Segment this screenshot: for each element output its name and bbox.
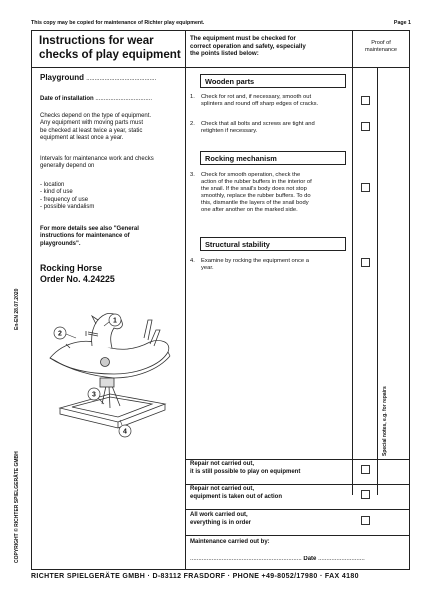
section-structural-stability: Structural stability xyxy=(200,237,346,251)
special-notes-label: Special notes, e.g. for repairs xyxy=(382,386,388,456)
item-line: year. xyxy=(201,265,214,271)
rocking-horse-illustration xyxy=(40,300,180,445)
playground-label: Playground xyxy=(40,73,85,82)
title-line-1: Instructions for wear xyxy=(39,34,154,47)
maintenance-by-label: Maintenance carried out by: xyxy=(190,539,270,545)
item-line: the snail. If the snail's body does not stop xyxy=(201,186,307,192)
para1-line: equipment at least once a year. xyxy=(40,134,124,141)
item-line: splinters and round off sharp edges of cracks. xyxy=(201,101,319,107)
date-dots: ............................ xyxy=(318,556,365,562)
status-line: everything is in order xyxy=(190,519,252,526)
item-number: 3. xyxy=(190,172,195,178)
installation-dots: .................................. xyxy=(95,96,153,102)
check-item-2 xyxy=(190,121,352,137)
check-item-1 xyxy=(190,94,352,110)
company-footer: RICHTER SPIELGERÄTE GMBH · D-83112 FRASDORF · PHONE +49-8052/17980 · FAX 4180 xyxy=(31,573,359,580)
check-line-1: The equipment must be checked for xyxy=(190,35,296,42)
para1-line: be checked at least twice a year, static xyxy=(40,127,143,134)
document-title xyxy=(39,34,181,62)
check-line-3: the points listed below: xyxy=(190,50,259,57)
checkbox-all-done[interactable] xyxy=(361,516,370,525)
para1-line: Checks depend on the type of equipment. xyxy=(40,113,152,119)
playground-field[interactable] xyxy=(40,73,156,82)
callout-4: 4 xyxy=(123,428,127,436)
copyright-note: COPYRIGHT © RICHTER SPIELGERÄTE GMBH xyxy=(14,451,20,563)
playground-dots: .......................................... xyxy=(86,76,157,82)
proof-of-maintenance-header xyxy=(352,40,410,54)
copy-notice-bar xyxy=(31,20,411,30)
checkbox-item-4[interactable] xyxy=(361,258,370,267)
factor-item: - frequency of use xyxy=(40,196,89,203)
item-line: this, dismantle the layers of the snail body xyxy=(201,200,309,206)
check-line-2: correct operation and safety, especially xyxy=(190,42,306,50)
status-line: Repair not carried out, xyxy=(190,461,255,467)
item-line: one after another on the marked side. xyxy=(201,207,298,213)
item-number: 1. xyxy=(190,94,195,100)
callout-2: 2 xyxy=(58,330,62,338)
item-number: 4. xyxy=(190,258,195,264)
more-line: instructions for maintenance of xyxy=(40,233,130,240)
page-number: Page 1 xyxy=(393,20,411,26)
product-name: Rocking Horse xyxy=(40,263,103,273)
installation-date-field[interactable] xyxy=(40,96,152,103)
maintenance-signature-line[interactable] xyxy=(190,556,406,563)
document-code: En-EN 28.07.2020 xyxy=(14,288,20,330)
status-all-done xyxy=(190,512,251,527)
checkbox-item-3[interactable] xyxy=(361,183,370,192)
check-item-4 xyxy=(190,258,352,274)
section-wooden-parts: Wooden parts xyxy=(200,74,346,88)
installation-label: Date of installation xyxy=(40,96,94,102)
item-line: Examine by rocking the equipment once a xyxy=(201,258,309,264)
factor-item: - possible vandalism xyxy=(40,203,95,210)
status-out-of-action xyxy=(190,486,282,501)
item-line: Check for smooth operation, check the xyxy=(201,172,301,178)
interval-factors-list xyxy=(40,182,94,211)
checkbox-item-1[interactable] xyxy=(361,96,370,105)
para1-line: Any equipment with moving parts must xyxy=(40,120,144,127)
factor-item: - location xyxy=(40,182,65,188)
item-number: 2. xyxy=(190,121,195,127)
item-line: retighten if necessary. xyxy=(201,128,258,134)
proof-line-2: maintenance xyxy=(364,47,398,53)
proof-line-1: Proof of xyxy=(371,40,391,46)
checkbox-out-of-action[interactable] xyxy=(361,490,370,499)
callout-1: 1 xyxy=(113,317,117,325)
more-details-note xyxy=(40,226,139,248)
status-line: Repair not carried out, xyxy=(190,486,255,492)
intervals-paragraph xyxy=(40,156,154,171)
factor-item: - kind of use xyxy=(40,189,73,196)
check-instruction xyxy=(190,35,306,58)
item-line: Check that all bolts and screws are tight and xyxy=(201,121,315,127)
check-frequency-paragraph xyxy=(40,113,151,142)
checkbox-item-2[interactable] xyxy=(361,122,370,131)
signature-dots: ................................................................... xyxy=(190,556,302,562)
more-line: playgrounds". xyxy=(40,240,81,247)
item-line: action of the rubber buffers in the interior of xyxy=(201,179,312,185)
status-line: All work carried out, xyxy=(190,512,248,518)
copy-notice: This copy may be copied for maintenance of Richter play equipment. xyxy=(31,20,205,26)
date-label: Date xyxy=(303,556,317,562)
item-line: Check for rot and, if necessary, smooth out xyxy=(201,94,312,100)
product-block xyxy=(40,263,115,284)
para2-line: Intervals for maintenance work and checks xyxy=(40,156,154,162)
status-play-possible xyxy=(190,461,300,476)
status-line: equipment is taken out of action xyxy=(190,493,283,500)
title-line-2: checks of play equipment xyxy=(39,48,181,61)
callout-3: 3 xyxy=(92,391,96,399)
checkbox-play-possible[interactable] xyxy=(361,465,370,474)
check-item-3 xyxy=(190,172,352,216)
item-line: smoothly, replace the rubber buffers. To do xyxy=(201,193,311,199)
para2-line: generally depend on xyxy=(40,163,95,170)
status-line: it is still possible to play on equipment xyxy=(190,468,301,475)
order-number: Order No. 4.24225 xyxy=(40,273,115,284)
section-rocking-mechanism: Rocking mechanism xyxy=(200,151,346,165)
more-line: For more details see also "General xyxy=(40,226,139,232)
